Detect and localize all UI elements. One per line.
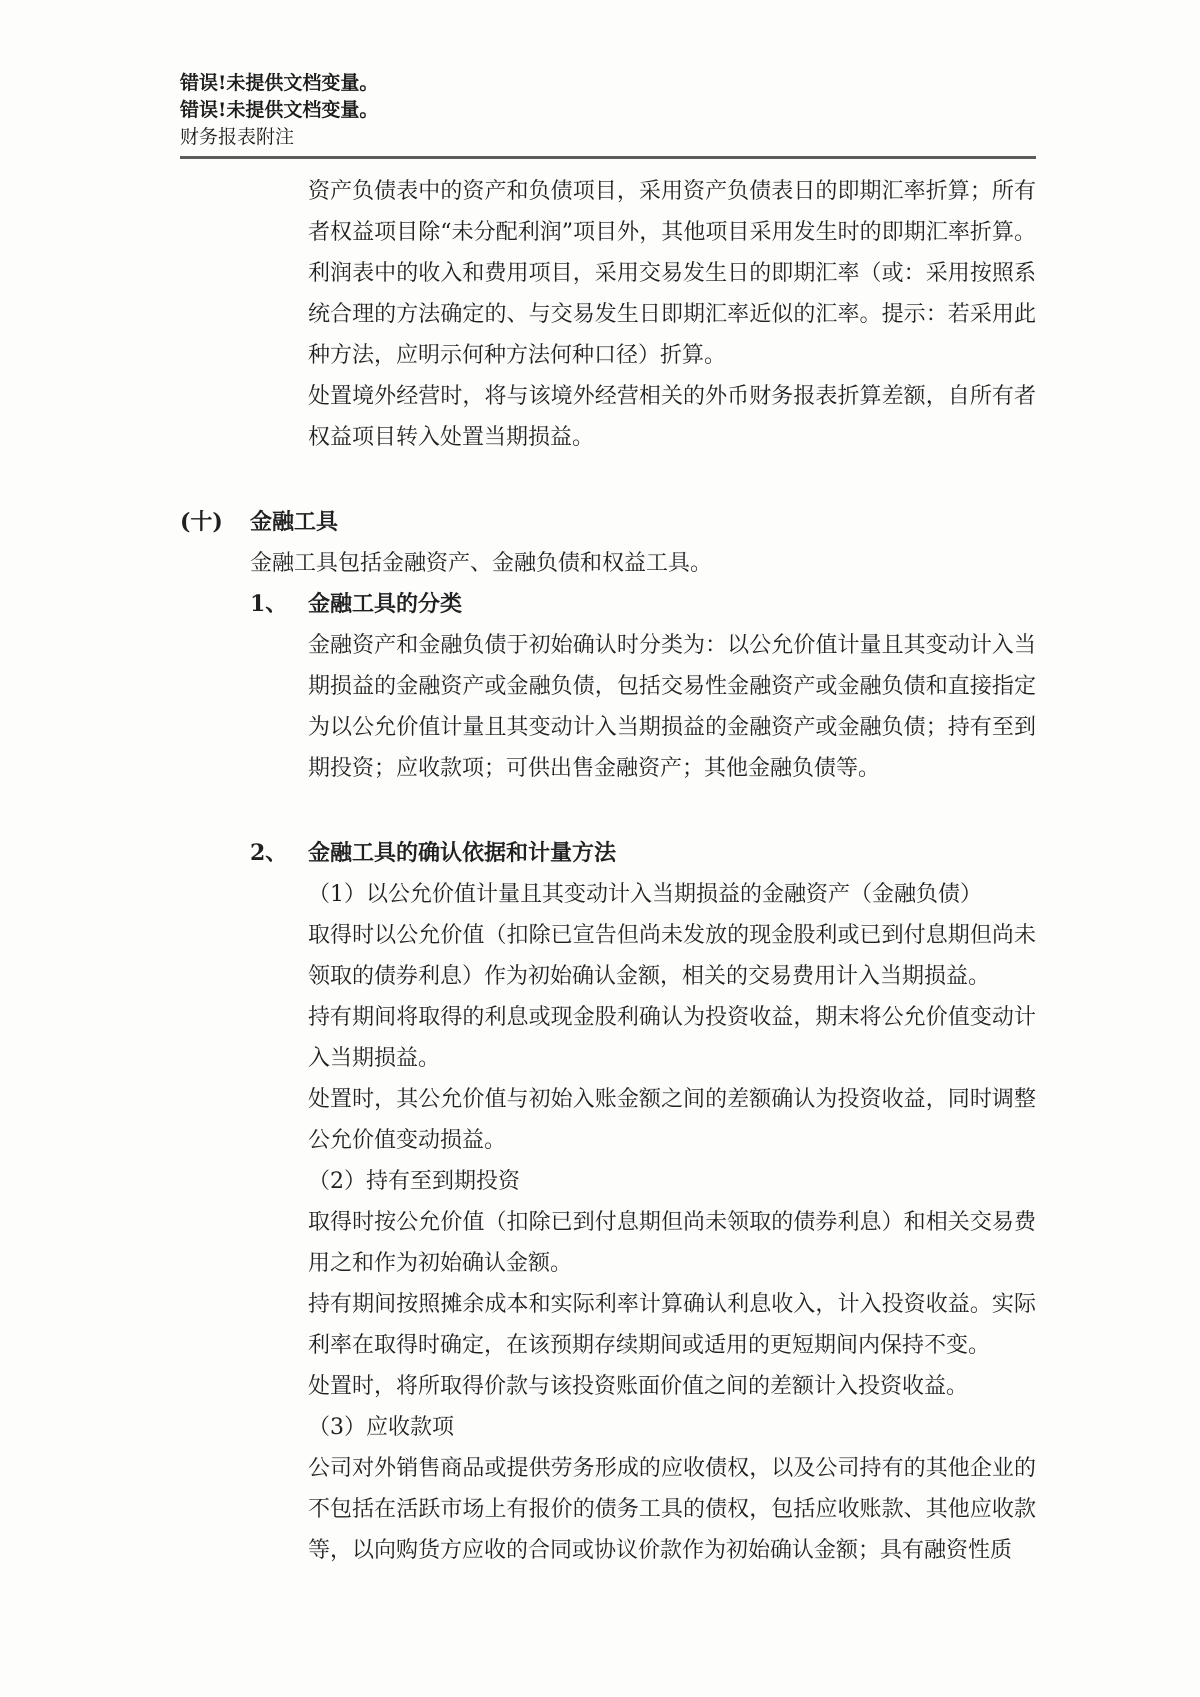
text-line: 持有期间将取得的利息或现金股利确认为投资收益，期末将公允价值变动计: [308, 1005, 1036, 1030]
paragraph: [180, 543, 1036, 584]
text-line: 领取的债券利息）作为初始确认金额，相关的交易费用计入当期损益。: [308, 964, 991, 989]
text-line: 持有期间按照摊余成本和实际利率计算确认利息收入，计入投资收益。实际: [308, 1292, 1036, 1317]
text-line: 处置境外经营时，将与该境外经营相关的外币财务报表折算差额，自所有者: [308, 384, 1036, 409]
heading-title: 金融工具的分类: [308, 591, 463, 617]
text-line: 为以公允价值计量且其变动计入当期损益的金融资产或金融负债；持有至到: [308, 715, 1036, 740]
text-line: 等，以向购货方应收的合同或协议价款作为初始确认金额；具有融资性质: [308, 1538, 1013, 1563]
text-line: 处置时，将所取得价款与该投资账面价值之间的差额计入投资收益。: [308, 1374, 969, 1399]
header-error-line-1: 错误!未提供文档变量。: [180, 72, 379, 94]
text-line: 处置时，其公允价值与初始入账金额之间的差额确认为投资收益，同时调整: [308, 1087, 1036, 1112]
text-line: 资产负债表中的资产和负债项目，采用资产负债表日的即期汇率折算；所有: [308, 179, 1036, 204]
text-line: （2）持有至到期投资: [308, 1169, 520, 1194]
text-line: 入当期损益。: [308, 1046, 441, 1071]
text-line: （1）以公允价值计量且其变动计入当期损益的金融资产（金融负债）: [308, 882, 982, 907]
text-line: 权益项目转入处置当期损益。: [308, 425, 595, 450]
text-line: 取得时以公允价值（扣除已宣告但尚未发放的现金股利或已到付息期但尚未: [308, 923, 1036, 948]
text-line: 期损益的金融资产或金融负债，包括交易性金融资产或金融负债和直接指定: [308, 674, 1036, 699]
text-line: 公允价值变动损益。: [308, 1128, 507, 1153]
header-doc-title: 财务报表附注: [180, 126, 295, 148]
text-line: 者权益项目除“未分配利润”项目外，其他项目采用发生时的即期汇率折算。: [308, 220, 1036, 245]
heading-number: 2、: [250, 840, 288, 866]
section-heading: [180, 502, 1036, 543]
text-line: 种方法，应明示何种方法何种口径）折算。: [308, 343, 727, 368]
text-line: 取得时按公允价值（扣除已到付息期但尚未领取的债券利息）和相关交易费: [308, 1210, 1036, 1235]
text-line: 利率在取得时确定，在该预期存续期间或适用的更短期间内保持不变。: [308, 1333, 991, 1358]
sub-heading: [180, 833, 1036, 874]
heading-title: 金融工具的确认依据和计量方法: [308, 840, 617, 866]
text-line: 金融资产和金融负债于初始确认时分类为：以公允价值计量且其变动计入当: [308, 633, 1036, 658]
paragraph: [180, 171, 1036, 458]
paragraph: [180, 625, 1036, 789]
text-line: （3）应收款项: [308, 1415, 454, 1440]
header-divider: [180, 156, 1036, 159]
document-content: [180, 171, 1036, 1571]
document-page: [180, 70, 1036, 1571]
text-line: 不包括在活跃市场上有报价的债务工具的债权，包括应收账款、其他应收款: [308, 1497, 1036, 1522]
paragraph: [180, 874, 1036, 1571]
heading-number: (十): [180, 509, 223, 535]
header-error-line-2: 错误!未提供文档变量。: [180, 99, 379, 121]
heading-title: 金融工具: [250, 509, 339, 535]
text-line: 利润表中的收入和费用项目，采用交易发生日的即期汇率（或：采用按照系: [308, 261, 1036, 286]
text-line: 统合理的方法确定的、与交易发生日即期汇率近似的汇率。提示：若采用此: [308, 302, 1036, 327]
sub-heading: [180, 584, 1036, 625]
text-line: 公司对外销售商品或提供劳务形成的应收债权，以及公司持有的其他企业的: [308, 1456, 1036, 1481]
text-line: 用之和作为初始确认金额。: [308, 1251, 573, 1276]
text-line: 金融工具包括金融资产、金融负债和权益工具。: [250, 551, 713, 576]
heading-number: 1、: [250, 591, 288, 617]
text-line: 期投资；应收款项；可供出售金融资产；其他金融负债等。: [308, 756, 881, 781]
